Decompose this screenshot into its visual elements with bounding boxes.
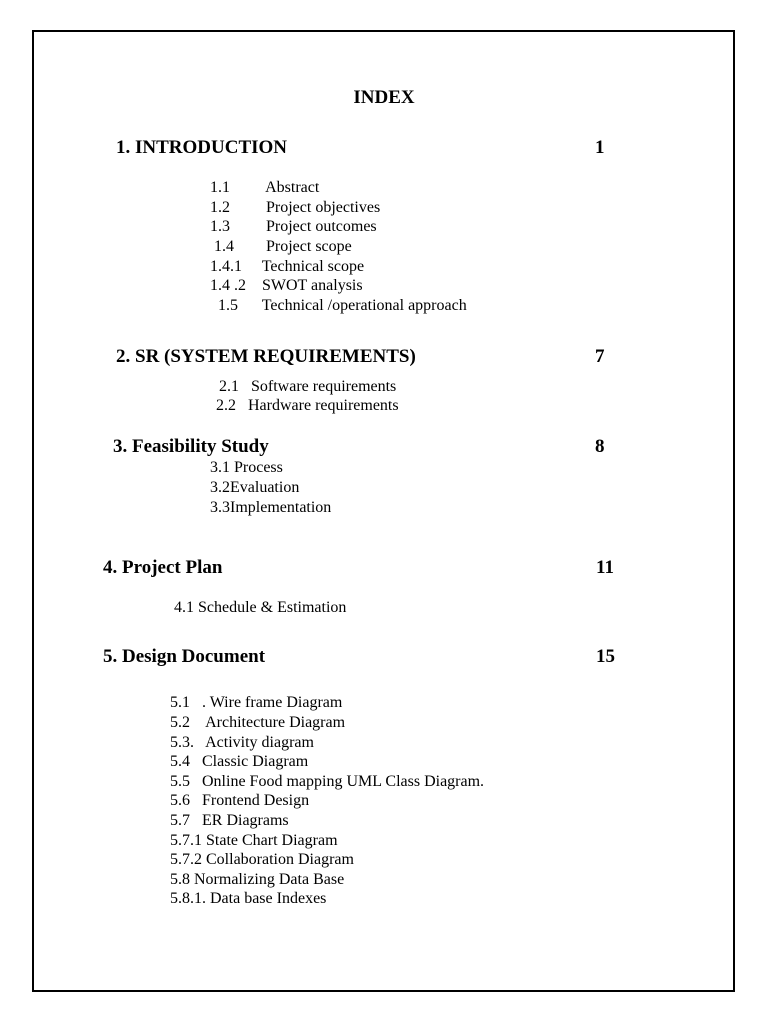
toc-item: 5.4 Classic Diagram (170, 753, 309, 770)
toc-item: 3.1 Process (210, 459, 283, 476)
page-title: INDEX (353, 87, 415, 108)
toc-item: 5.1 . Wire frame Diagram (170, 694, 343, 711)
toc-item: 5.6 Frontend Design (170, 792, 310, 809)
toc-item: 1.2 Project objectives (210, 199, 381, 216)
toc-item: 1.4.1 Technical scope (210, 258, 365, 275)
toc-item: 5.2 Architecture Diagram (170, 714, 346, 731)
section-page-number-system-requirements: 7 (595, 346, 605, 367)
toc-item: 2.1 Software requirements (219, 378, 397, 395)
section-page-number-project-plan: 11 (596, 557, 614, 578)
toc-item: 4.1 Schedule & Estimation (174, 599, 347, 616)
section-heading-project-plan: 4. Project Plan (103, 557, 223, 578)
section-heading-feasibility-study: 3. Feasibility Study (113, 436, 269, 457)
toc-item: 5.8 Normalizing Data Base (170, 871, 345, 888)
section-heading-introduction: 1. INTRODUCTION (116, 137, 288, 158)
toc-item: 3.2Evaluation (210, 479, 300, 496)
toc-item: 5.7 ER Diagrams (170, 812, 289, 829)
section-page-number-introduction: 1 (595, 137, 605, 158)
toc-item: 5.8.1. Data base Indexes (170, 890, 327, 907)
page-border (32, 30, 735, 992)
section-heading-design-document: 5. Design Document (103, 646, 266, 667)
toc-item: 1.5 Technical /operational approach (210, 297, 467, 314)
toc-item: 1.1 Abstract (210, 179, 320, 196)
toc-item: 5.7.2 Collaboration Diagram (170, 851, 354, 868)
toc-item: 3.3Implementation (210, 499, 332, 516)
section-page-number-feasibility-study: 8 (595, 436, 605, 457)
toc-item: 2.2 Hardware requirements (216, 397, 399, 414)
section-page-number-design-document: 15 (596, 646, 615, 667)
toc-item: 5.7.1 State Chart Diagram (170, 832, 338, 849)
section-heading-system-requirements: 2. SR (SYSTEM REQUIREMENTS) (116, 346, 416, 367)
toc-item: 1.4 Project scope (210, 238, 352, 255)
toc-item: 1.4 .2 SWOT analysis (210, 277, 363, 294)
toc-item: 5.3. Activity diagram (170, 734, 314, 751)
toc-item: 1.3 Project outcomes (210, 218, 377, 235)
toc-item: 5.5 Online Food mapping UML Class Diagram. (170, 773, 485, 790)
